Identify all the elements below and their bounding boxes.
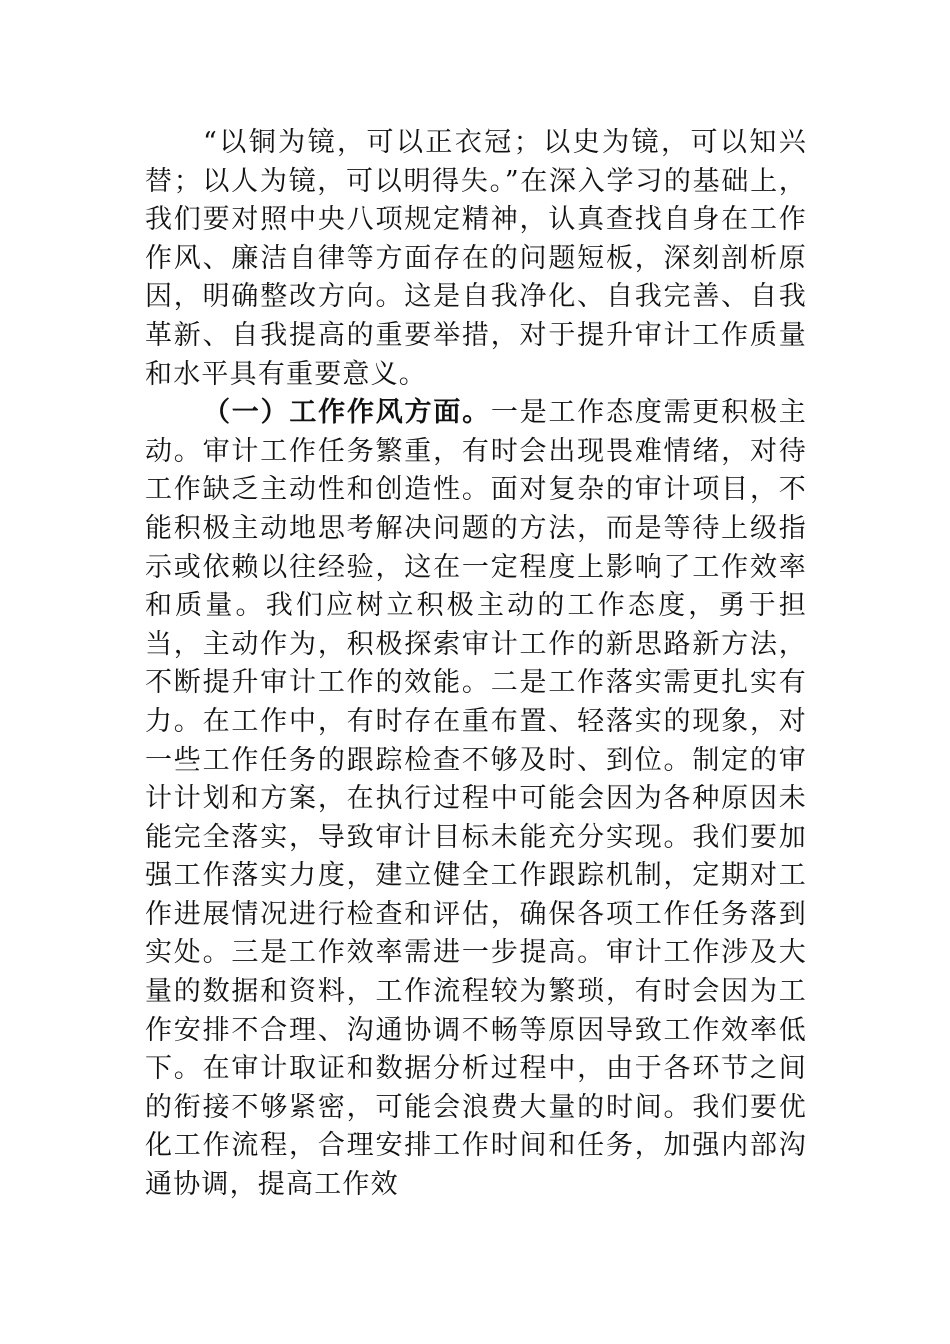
document-body <box>145 124 807 1205</box>
work-style-paragraph <box>145 394 807 1204</box>
intro-text: “以铜为镜，可以正衣冠；以史为镜，可以知兴替；以人为镜，可以明得失。”在深入学习的基础上，我们要对照中央八项规定精神，认真查找自身在工作作风、廉洁自律等方面存在的问题短板，深刻剖析原因，明确整改方向。这是自我净化、自我完善、自我革新、自我提高的重要举措，对于提升审计工作质量和水平具有重要意义。 <box>145 127 807 390</box>
section-heading: （一）工作作风方面。 <box>203 397 491 429</box>
intro-paragraph <box>145 124 807 394</box>
work-style-text: 一是工作态度需更积极主动。审计工作任务繁重，有时会出现畏难情绪，对待工作缺乏主动性和创造性。面对复杂的审计项目，不能积极主动地思考解决问题的方法，而是等待上级指示或依赖以往经验，这在一定程度上影响了工作效率和质量。我们应树立积极主动的工作态度，勇于担当，主动作为，积极探索审计工作的新思路新方法，不断提升审计工作的效能。二是工作落实需更扎实有力。在工作中，有时存在重布置、轻落实的现象，对一些工作任务的跟踪检查不够及时、到位。制定的审计计划和方案，在执行过程中可能会因为各种原因未能完全落实，导致审计目标未能充分实现。我们要加强工作落实力度，建立健全工作跟踪机制，定期对工作进展情况进行检查和评估，确保各项工作任务落到实处。三是工作效率需进一步提高。审计工作涉及大量的数据和资料，工作流程较为繁琐，有时会因为工作安排不合理、沟通协调不畅等原因导致工作效率低下。在审计取证和数据分析过程中，由于各环节之间的衔接不够紧密，可能会浪费大量的时间。我们要优化工作流程，合理安排工作时间和任务，加强内部沟通协调，提高工作效 <box>145 397 808 1201</box>
